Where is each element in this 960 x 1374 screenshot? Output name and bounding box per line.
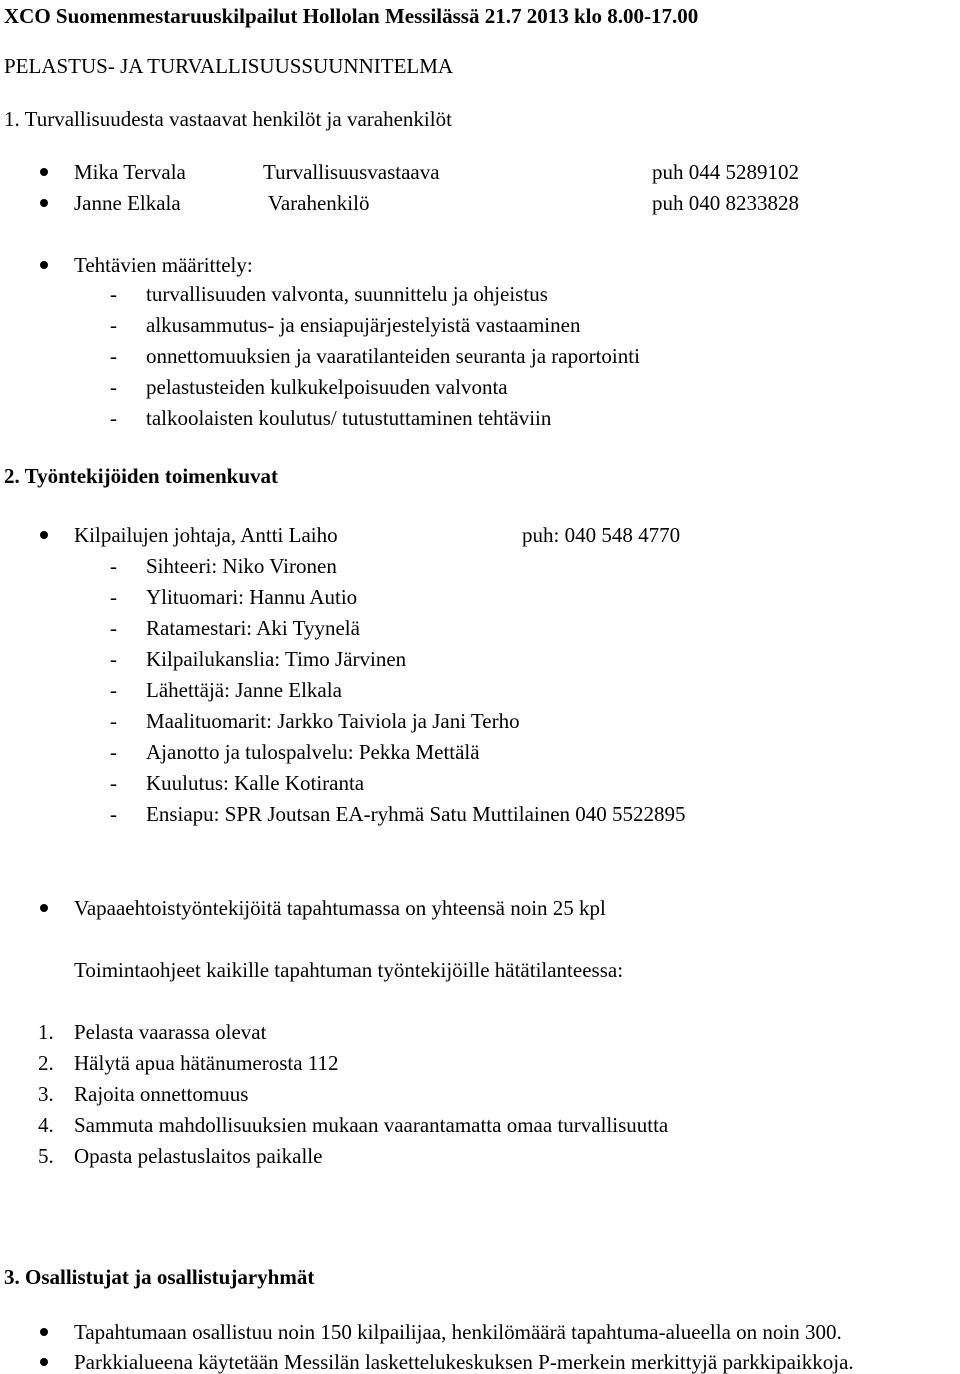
section-3-heading: 3. Osallistujat ja osallistujaryhmät xyxy=(4,1265,315,1289)
person-name: Mika Tervala xyxy=(74,160,186,184)
instructions-heading: Toimintaohjeet kaikille tapahtuman työntekijöille hätätilanteessa: xyxy=(74,958,624,982)
staff-item: Sihteeri: Niko Vironen xyxy=(146,554,337,578)
instruction-number: 4. xyxy=(38,1113,54,1137)
dash-icon: - xyxy=(110,313,117,337)
staff-item: Kuulutus: Kalle Kotiranta xyxy=(146,771,365,795)
task-item: onnettomuuksien ja vaaratilanteiden seuranta ja raportointi xyxy=(146,344,640,368)
task-item: turvallisuuden valvonta, suunnittelu ja ohjeistus xyxy=(146,282,548,306)
instruction-item: Opasta pelastuslaitos paikalle xyxy=(74,1144,323,1168)
dash-icon: - xyxy=(110,375,117,399)
document-title: PELASTUS- JA TURVALLISUUSSUUNNITELMA xyxy=(4,54,454,78)
staff-item: Kilpailukanslia: Timo Järvinen xyxy=(146,647,407,671)
bullet-icon xyxy=(40,261,48,269)
person-role: Turvallisuusvastaava xyxy=(263,160,440,184)
person-phone: puh 044 5289102 xyxy=(652,160,799,184)
staff-item: Ensiapu: SPR Joutsan EA-ryhmä Satu Muttilainen 040 5522895 xyxy=(146,802,686,826)
dash-icon: - xyxy=(110,406,117,430)
bullet-icon xyxy=(40,1358,48,1366)
dash-icon: - xyxy=(110,802,117,826)
bullet-icon xyxy=(40,199,48,207)
staff-item: Maalituomarit: Jarkko Taiviola ja Jani Terho xyxy=(146,709,520,733)
bullet-icon xyxy=(40,1328,48,1336)
instruction-number: 1. xyxy=(38,1020,54,1044)
staff-item: Lähettäjä: Janne Elkala xyxy=(146,678,342,702)
dash-icon: - xyxy=(110,771,117,795)
tasks-label: Tehtävien määrittely: xyxy=(74,253,253,277)
person-role: Varahenkilö xyxy=(268,191,370,215)
director: Kilpailujen johtaja, Antti Laiho xyxy=(74,523,338,547)
bullet-icon xyxy=(40,531,48,539)
staff-item: Ajanotto ja tulospalvelu: Pekka Mettälä xyxy=(146,740,480,764)
dash-icon: - xyxy=(110,554,117,578)
dash-icon: - xyxy=(110,678,117,702)
dash-icon: - xyxy=(110,585,117,609)
dash-icon: - xyxy=(110,647,117,671)
bullet-icon xyxy=(40,168,48,176)
dash-icon: - xyxy=(110,616,117,640)
participants-item: Tapahtumaan osallistuu noin 150 kilpailijaa, henkilömäärä tapahtuma-alueella on noin 300. xyxy=(74,1320,842,1344)
instruction-item: Hälytä apua hätänumerosta 112 xyxy=(74,1051,339,1075)
bullet-icon xyxy=(40,904,48,912)
instruction-number: 2. xyxy=(38,1051,54,1075)
instruction-number: 3. xyxy=(38,1082,54,1106)
person-name: Janne Elkala xyxy=(74,191,181,215)
parking-item: Parkkialueena käytetään Messilän laskettelukeskuksen P-merkein merkittyjä parkkipaikkoja. xyxy=(74,1350,854,1374)
director-phone: puh: 040 548 4770 xyxy=(522,523,681,547)
dash-icon: - xyxy=(110,740,117,764)
staff-item: Ratamestari: Aki Tyynelä xyxy=(146,616,360,640)
task-item: alkusammutus- ja ensiapujärjestelyistä vastaaminen xyxy=(146,313,581,337)
event-title: XCO Suomenmestaruuskilpailut Hollolan Messilässä 21.7 2013 klo 8.00-17.00 xyxy=(4,4,699,28)
dash-icon: - xyxy=(110,709,117,733)
task-item: pelastusteiden kulkukelpoisuuden valvonta xyxy=(146,375,508,399)
instruction-item: Sammuta mahdollisuuksien mukaan vaarantamatta omaa turvallisuutta xyxy=(74,1113,669,1137)
instruction-item: Pelasta vaarassa olevat xyxy=(74,1020,267,1044)
task-item: talkoolaisten koulutus/ tutustuttaminen tehtäviin xyxy=(146,406,552,430)
instruction-item: Rajoita onnettomuus xyxy=(74,1082,249,1106)
section-1-heading: 1. Turvallisuudesta vastaavat henkilöt ja varahenkilöt xyxy=(4,107,452,131)
staff-item: Ylituomari: Hannu Autio xyxy=(146,585,358,609)
instruction-number: 5. xyxy=(38,1144,54,1168)
person-phone: puh 040 8233828 xyxy=(652,191,799,215)
volunteers-note: Vapaaehtoistyöntekijöitä tapahtumassa on yhteensä noin 25 kpl xyxy=(74,896,606,920)
dash-icon: - xyxy=(110,344,117,368)
dash-icon: - xyxy=(110,282,117,306)
section-2-heading: 2. Työntekijöiden toimenkuvat xyxy=(4,464,279,488)
